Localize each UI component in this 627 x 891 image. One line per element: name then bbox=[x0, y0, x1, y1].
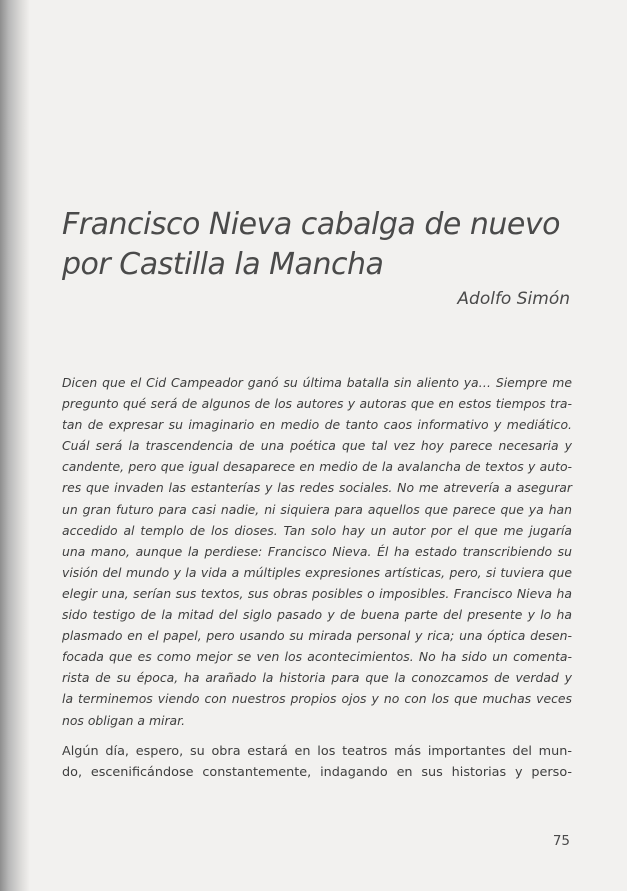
abstract-paragraph bbox=[62, 372, 572, 731]
abstract-line: plasmado en el papel, pero usando su mirada personal y rica; una óptica desen- bbox=[62, 628, 572, 644]
abstract-line: Dicen que el Cid Campeador ganó su última batalla sin aliento ya… Siempre me bbox=[62, 375, 572, 390]
author-name: Adolfo Simón bbox=[457, 289, 570, 309]
abstract-line: focada que es como mejor se ven los acontecimientos. No ha sido un comenta- bbox=[62, 649, 572, 665]
body-line: Algún día, espero, su obra estará en los teatros más importantes del mun- bbox=[62, 744, 572, 759]
abstract-line: res que invaden las estanterías y las redes sociales. No me atrevería a asegurar bbox=[62, 480, 572, 496]
abstract-line: visión del mundo y la vida a múltiples expresiones artísticas, pero, si tuviera que bbox=[62, 564, 572, 580]
abstract-line: nos obligan a mirar. bbox=[62, 712, 186, 728]
article-title bbox=[62, 205, 582, 285]
body-paragraph bbox=[62, 741, 572, 783]
abstract-line: rista de su época, ha arañado la historia para que la conozcamos de verdad y bbox=[62, 670, 572, 686]
title-line-1: Francisco Nieva cabalga de nuevo bbox=[62, 207, 560, 242]
abstract-line: candente, pero que igual desaparece en medio de la avalancha de textos y auto- bbox=[62, 459, 572, 475]
abstract-line: Cuál será la trascendencia de una poética que tal vez hoy parece necesaria y bbox=[62, 438, 572, 454]
abstract-line: un gran futuro para casi nadie, ni siquiera para aquellos que parece que ya han bbox=[62, 501, 572, 517]
abstract-line: una mano, aunque la perdiese: Francisco Nieva. Él ha estado transcribiendo su bbox=[62, 543, 572, 559]
abstract-line: accedido al templo de los dioses. Tan solo hay un autor por el que me jugaría bbox=[62, 522, 572, 538]
abstract-line: la terminemos viendo con nuestros propios ojos y no con los que muchas veces bbox=[62, 691, 572, 707]
page-binding-shadow bbox=[0, 0, 30, 891]
body-line: do, escenificándose constantemente, indagando en sus historias y perso- bbox=[62, 765, 572, 781]
abstract-line: tan de expresar su imaginario en medio de tanto caos informativo y mediático. bbox=[62, 417, 572, 433]
title-line-2: por Castilla la Mancha bbox=[62, 247, 384, 282]
abstract-line: sido testigo de la mitad del siglo pasado y de buena parte del presente y lo ha bbox=[62, 607, 572, 623]
abstract-line: elegir una, serían sus textos, sus obras posibles o imposibles. Francisco Nieva ha bbox=[62, 585, 572, 601]
page-number: 75 bbox=[552, 833, 570, 849]
abstract-line: pregunto qué será de algunos de los autores y autoras que en estos tiempos tra- bbox=[62, 396, 572, 412]
